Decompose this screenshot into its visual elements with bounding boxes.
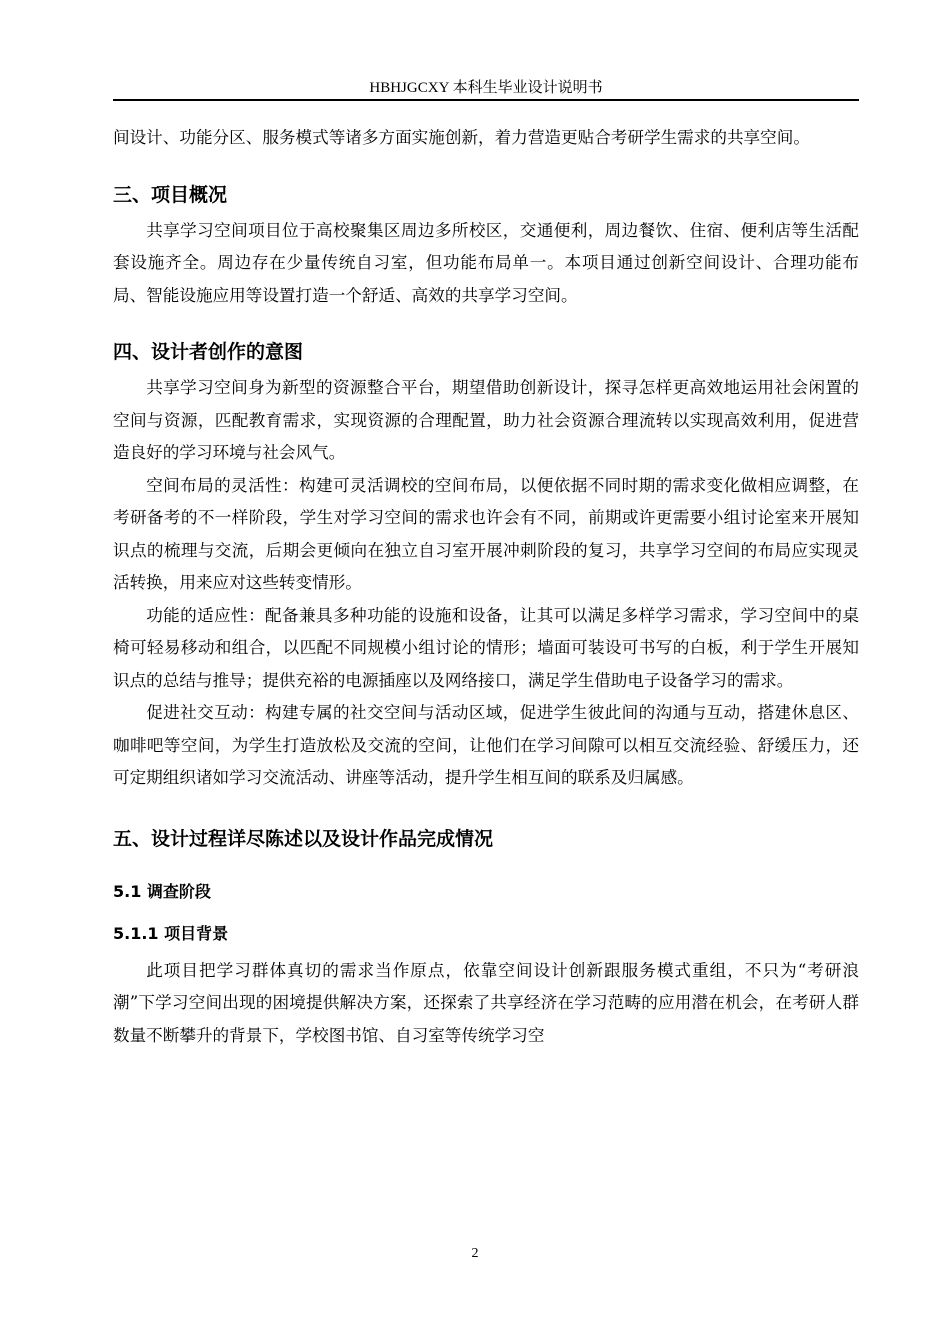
section-4-paragraph-1: 共享学习空间身为新型的资源整合平台，期望借助创新设计，探寻怎样更高效地运用社会闲置的空间与资源，匹配教育需求，实现资源的合理配置，助力社会资源合理流转以实现高效利用，促进营造良好的学习环境与社会风气。 (113, 378, 859, 462)
intro-continuation: 间设计、功能分区、服务模式等诸多方面实施创新，着力营造更贴合考研学生需求的共享空间。 (113, 128, 810, 147)
section-3-paragraph: 共享学习空间项目位于高校聚集区周边多所校区，交通便利，周边餐饮、住宿、便利店等生活配套设施齐全。周边存在少量传统自习室，但功能布局单一。本项目通过创新空间设计、合理功能布局、智能设施应用等设置打造一个舒适、高效的共享学习空间。 (113, 220, 859, 305)
subsection-heading-5-1-1: 5.1.1 项目背景 (113, 923, 229, 943)
body-content (113, 122, 859, 1052)
section-4-paragraph-2: 空间布局的灵活性：构建可灵活调校的空间布局，以便依据不同时期的需求变化做相应调整，在考研备考的不一样阶段，学生对学习空间的需求也许会有不同，前期或许更需要小组讨论室来开展知识点的梳理与交流，后期会更倾向在独立自习室开展冲刺阶段的复习，共享学习空间的布局应实现灵活转换，用来应对这些转变情形。 (113, 475, 859, 592)
subsection-heading-5-1: 5.1 调查阶段 (113, 881, 211, 901)
section-4-paragraph-3: 功能的适应性：配备兼具多种功能的设施和设备，让其可以满足多样学习需求，学习空间中的桌椅可轻易移动和组合，以匹配不同规模小组讨论的情形；墙面可装设可书写的白板，利于学生开展知识点的总结与推导；提供充裕的电源插座以及网络接口，满足学生借助电子设备学习的需求。 (113, 605, 859, 690)
section-heading-5: 五、设计过程详尽陈述以及设计作品完成情况 (113, 827, 494, 850)
section-5-paragraph: 此项目把学习群体真切的需求当作原点，依靠空间设计创新跟服务模式重组，不只为“考研浪潮”下学习空间出现的困境提供解决方案，还探索了共享经济在学习范畴的应用潜在机会，在考研人群数量不断攀升的背景下，学校图书馆、自习室等传统学习空 (113, 960, 859, 1045)
section-4-paragraph-4: 促进社交互动：构建专属的社交空间与活动区域，促进学生彼此间的沟通与互动，搭建休息区、咖啡吧等空间，为学生打造放松及交流的空间，让他们在学习间隙可以相互交流经验、舒缓压力，还可定期组织诸如学习交流活动、讲座等活动，提升学生相互间的联系及归属感。 (113, 703, 859, 787)
section-heading-4: 四、设计者创作的意图 (113, 341, 304, 363)
running-header: HBHJGCXY 本科生毕业设计说明书 (369, 80, 603, 96)
section-heading-3: 三、项目概况 (113, 183, 228, 206)
page-number: 2 (471, 1246, 479, 1261)
header-rule (113, 99, 859, 101)
